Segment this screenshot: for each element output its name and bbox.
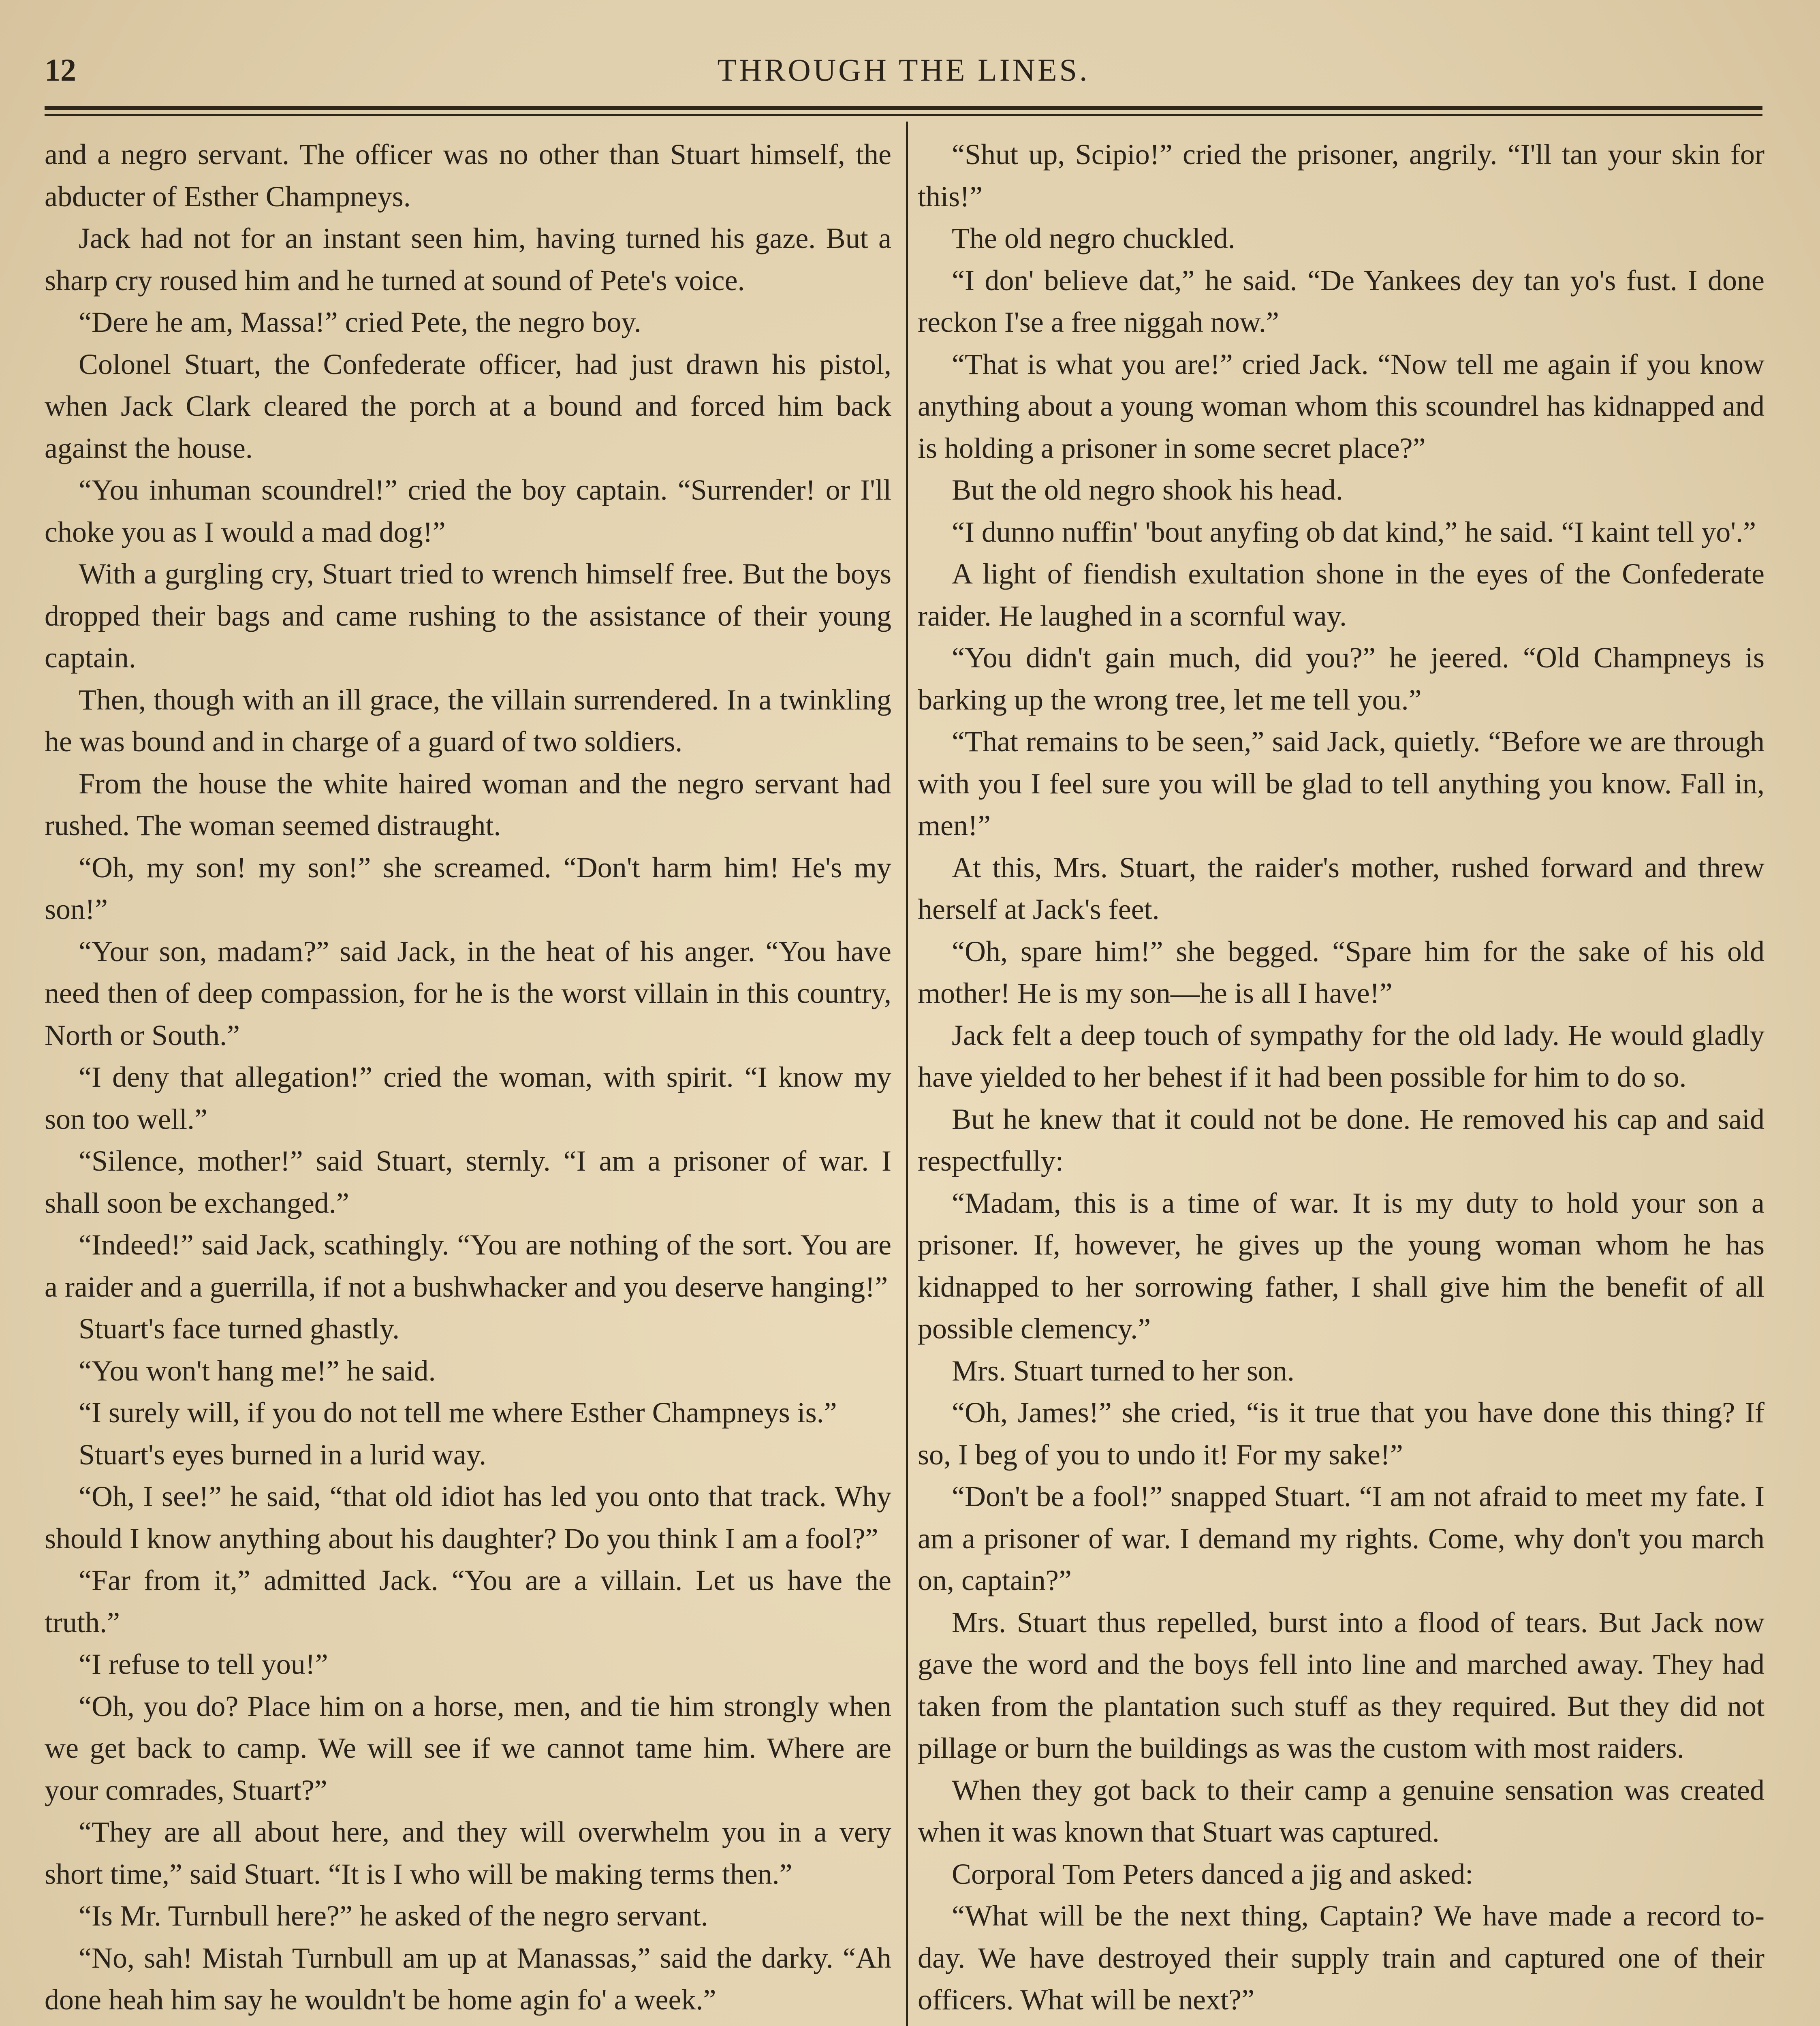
paragraph: “Oh, James!” she cried, “is it true that you have done this thing? If so, I beg of you to undo it! For my sake!” [918, 1396, 1764, 1471]
paragraph: “Shut up, Scipio!” cried the prisoner, angrily. “I'll tan your skin for this!” [918, 138, 1764, 213]
paragraph: With a gurgling cry, Stuart tried to wrench himself free. But the boys dropped their bags and came rushing to the assistance of their young captain. [45, 558, 891, 674]
paragraph: “I don' believe dat,” he said. “De Yankees dey tan yo's fust. I done reckon I'se a free niggah now.” [918, 264, 1764, 338]
paragraph: “Oh, I see!” he said, “that old idiot has led you onto that track. Why should I know anything about his daughter? Do you think I am a fool?” [45, 1480, 891, 1555]
paragraph: “Don't be a fool!” snapped Stuart. “I am not afraid to meet my fate. I am a prisoner of war. I demand my rights. Come, why don't you march on, captain?” [918, 1480, 1764, 1596]
paragraph: A light of fiendish exultation shone in the eyes of the Confederate raider. He laughed in a scornful way. [918, 558, 1764, 632]
paragraph: “I surely will, if you do not tell me where Esther Champneys is.” [79, 1396, 837, 1429]
page-number: 12 [45, 52, 76, 88]
paragraph: Jack felt a deep touch of sympathy for the old lady. He would gladly have yielded to her behest if it had been possible for him to do so. [918, 1019, 1764, 1093]
paragraph: But the old negro shook his head. [952, 474, 1343, 506]
paragraph: At this, Mrs. Stuart, the raider's mother, rushed forward and threw herself at Jack's feet. [918, 851, 1764, 925]
paragraph: “That is what you are!” cried Jack. “Now tell me again if you know anything about a young woman whom this scoundrel has kidnapped and is holding a prisoner in some secret place?” [918, 348, 1764, 464]
paragraph: Mrs. Stuart thus repelled, burst into a flood of tears. But Jack now gave the word and the boys fell into line and marched away. They had taken from the plantation such stuff as they required. But they did not pillage or burn the buildings as was the custom with most raiders. [918, 1606, 1764, 1764]
paragraph: “You inhuman scoundrel!” cried the boy captain. “Surrender! or I'll choke you as I would a mad dog!” [45, 474, 891, 548]
paragraph: “Oh, spare him!” she begged. “Spare him for the sake of his old mother! He is my son—he is all I have!” [918, 935, 1764, 1009]
paragraph: “Your son, madam?” said Jack, in the heat of his anger. “You have need then of deep compassion, for he is the worst villain in this country, North or South.” [45, 935, 891, 1051]
column-divider [906, 122, 908, 2026]
left-column [45, 134, 891, 2026]
paragraph: “Is Mr. Turnbull here?” he asked of the negro servant. [79, 1900, 708, 1932]
paragraph [918, 2021, 1764, 2026]
header-rule-thin [45, 114, 1762, 116]
running-title: THROUGH THE LINES. [717, 52, 1090, 88]
paragraph: “I dunno nuffin' 'bout anyfing ob dat kind,” he said. “I kaint tell yo'.” [952, 515, 1756, 548]
paragraph: Corporal Tom Peters danced a jig and asked: [952, 1857, 1474, 1890]
paragraph: “Silence, mother!” said Stuart, sternly. “I am a prisoner of war. I shall soon be exchanged.” [45, 1145, 891, 1219]
paragraph: “Far from it,” admitted Jack. “You are a villain. Let us have the truth.” [45, 1564, 891, 1639]
paragraph: Mrs. Stuart turned to her son. [952, 1354, 1295, 1387]
paragraph: Then, though with an ill grace, the villain surrendered. In a twinkling he was bound and in charge of a guard of two soldiers. [45, 683, 891, 758]
header-rule-thick [45, 106, 1762, 110]
paragraph [45, 2021, 891, 2026]
paragraph: “That remains to be seen,” said Jack, quietly. “Before we are through with you I feel sure you will be glad to tell anything you know. Fall in, men!” [918, 725, 1764, 842]
paragraph: “I deny that allegation!” cried the woman, with spirit. “I know my son too well.” [45, 1061, 891, 1135]
paragraph: “Oh, you do? Place him on a horse, men, and tie him strongly when we get back to camp. We will see if we cannot tame him. Where are your comrades, Stuart?” [45, 1690, 891, 1806]
paragraph: Colonel Stuart, the Confederate officer, had just drawn his pistol, when Jack Clark cleared the porch at a bound and forced him back against the house. [45, 348, 891, 464]
paragraph: “They are all about here, and they will overwhelm you in a very short time,” said Stuart. “It is I who will be making terms then.” [45, 1816, 891, 1890]
right-column [918, 134, 1764, 2026]
paragraph: “You didn't gain much, did you?” he jeered. “Old Champneys is barking up the wrong tree, let me tell you.” [918, 641, 1764, 716]
page-header [45, 49, 1762, 93]
paragraph: “Oh, my son! my son!” she screamed. “Don't harm him! He's my son!” [45, 851, 891, 925]
paragraph: From the house the white haired woman and the negro servant had rushed. The woman seemed distraught. [45, 767, 891, 842]
paragraph: But he knew that it could not be done. He removed his cap and said respectfully: [918, 1103, 1764, 1177]
paragraph: “Indeed!” said Jack, scathingly. “You are nothing of the sort. You are a raider and a guerrilla, if not a bushwhacker and you deserve hanging!” [45, 1229, 891, 1303]
paragraph: “You won't hang me!” he said. [79, 1354, 436, 1387]
paragraph: When they got back to their camp a genuine sensation was created when it was known that Stuart was captured. [918, 1774, 1764, 1848]
paragraph: Stuart's eyes burned in a lurid way. [79, 1438, 487, 1471]
paragraph: Stuart's face turned ghastly. [79, 1312, 400, 1345]
paragraph: “What will be the next thing, Captain? We have made a record to-day. We have destroyed their supply train and captured one of their officers. What will be next?” [918, 1900, 1764, 2016]
paragraph: “No, sah! Mistah Turnbull am up at Manassas,” said the darky. “Ah done heah him say he wouldn't be home agin fo' a week.” [45, 1941, 891, 2016]
paragraph: and a negro servant. The officer was no other than Stuart himself, the abducter of Esther Champneys. [45, 138, 891, 213]
paragraph: “Dere he am, Massa!” cried Pete, the negro boy. [79, 306, 641, 338]
paragraph: The old negro chuckled. [952, 222, 1235, 254]
paragraph: Jack had not for an instant seen him, having turned his gaze. But a sharp cry roused him and he turned at sound of Pete's voice. [45, 222, 891, 297]
paragraph: “I refuse to tell you!” [79, 1648, 328, 1680]
paragraph: “Madam, this is a time of war. It is my duty to hold your son a prisoner. If, however, he gives up the young woman whom he has kidnapped to her sorrowing father, I shall give him the benefit of all possible clemency.” [918, 1186, 1764, 1345]
